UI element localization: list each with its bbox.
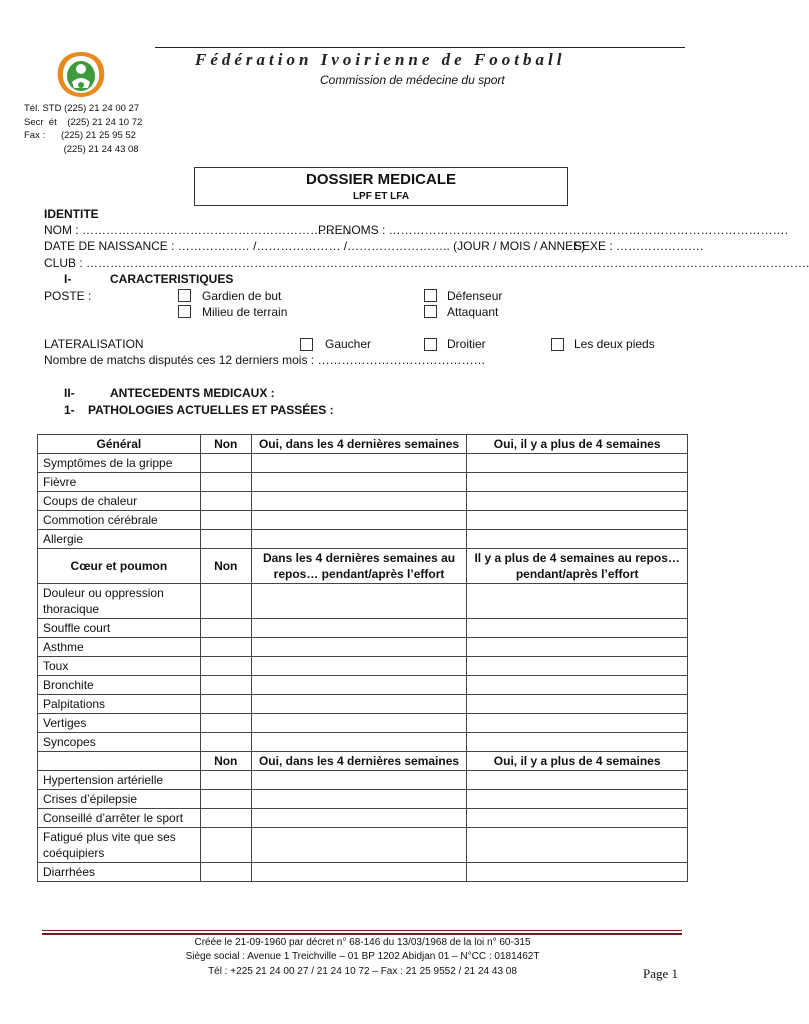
header-cell: Il y a plus de 4 semaines au repos… pendant/après l’effort	[467, 549, 688, 584]
contact-line: Tél. STD (225) 21 24 00 27	[24, 103, 140, 114]
footer-rule	[42, 930, 682, 931]
document-title: DOSSIER MEDICALE	[305, 171, 456, 188]
table-row	[38, 733, 688, 752]
answer-cell[interactable]	[200, 657, 251, 676]
section-number: I-	[64, 272, 72, 286]
header-cell	[38, 752, 201, 771]
contact-line: Fax : (225) 21 25 95 52	[24, 130, 136, 141]
answer-cell[interactable]	[467, 714, 688, 733]
table-row	[38, 511, 688, 530]
answer-cell[interactable]	[467, 676, 688, 695]
answer-cell[interactable]	[467, 863, 688, 882]
table-row	[38, 492, 688, 511]
answer-cell[interactable]	[467, 638, 688, 657]
option-label: Milieu de terrain	[202, 305, 288, 319]
answer-cell[interactable]	[251, 657, 467, 676]
option-label: Gardien de but	[202, 289, 282, 303]
answer-cell[interactable]	[200, 828, 251, 863]
option-label: Gaucher	[325, 337, 372, 351]
row-label: Bronchite	[38, 676, 201, 695]
answer-cell[interactable]	[200, 473, 251, 492]
table-row	[38, 695, 688, 714]
checkbox-milieu[interactable]	[178, 305, 191, 318]
table-row	[38, 771, 688, 790]
document-subtitle: LPF ET LFA	[352, 191, 410, 202]
table-row	[38, 676, 688, 695]
answer-cell[interactable]	[200, 638, 251, 657]
checkbox-droitier[interactable]	[424, 338, 437, 351]
header-cell: Cœur et poumon	[38, 549, 201, 584]
row-label: Syncopes	[38, 733, 201, 752]
answer-cell[interactable]	[200, 809, 251, 828]
header-cell: Oui, dans les 4 dernières semaines	[251, 752, 467, 771]
subsection-number: 1-	[64, 403, 75, 417]
answer-cell[interactable]	[467, 809, 688, 828]
option-label: Les deux pieds	[574, 337, 655, 351]
nom-field[interactable]: NOM : ………………………………………………………….	[44, 223, 350, 237]
answer-cell[interactable]	[200, 454, 251, 473]
page-number: Page 1	[643, 966, 679, 981]
row-label: Crises d’épilepsie	[38, 790, 201, 809]
pathologies-heading: PATHOLOGIES ACTUELLES ET PASSÉES :	[88, 403, 334, 417]
fif-logo	[52, 48, 110, 100]
answer-cell[interactable]	[467, 454, 688, 473]
checkbox-attaquant[interactable]	[424, 305, 437, 318]
answer-cell[interactable]	[200, 492, 251, 511]
answer-cell[interactable]	[251, 511, 467, 530]
answer-cell[interactable]	[200, 676, 251, 695]
footer-rule	[42, 933, 682, 935]
answer-cell[interactable]	[251, 714, 467, 733]
answer-cell[interactable]	[251, 454, 467, 473]
header-cell: Oui, il y a plus de 4 semaines	[467, 435, 688, 454]
header-cell: Non	[200, 752, 251, 771]
answer-cell[interactable]	[251, 619, 467, 638]
header-cell: Non	[200, 549, 251, 584]
row-label: Fatigué plus vite que ses coéquipiers	[38, 828, 201, 863]
table-row	[38, 638, 688, 657]
answer-cell[interactable]	[251, 809, 467, 828]
row-label: Commotion cérébrale	[38, 511, 201, 530]
answer-cell[interactable]	[467, 530, 688, 549]
contact-line: (225) 21 24 43 08	[24, 143, 139, 155]
header-cell: Non	[200, 435, 251, 454]
answer-cell[interactable]	[251, 695, 467, 714]
answer-cell[interactable]	[251, 584, 467, 619]
row-label: Douleur ou oppression thoracique	[38, 584, 201, 619]
header-cell: Général	[38, 435, 201, 454]
header-rule	[155, 47, 685, 48]
row-label: Allergie	[38, 530, 201, 549]
answer-cell[interactable]	[200, 584, 251, 619]
option-label: Droitier	[447, 337, 486, 351]
answer-cell[interactable]	[251, 863, 467, 882]
row-label: Toux	[38, 657, 201, 676]
answer-cell[interactable]	[467, 584, 688, 619]
table-row	[38, 657, 688, 676]
answer-cell[interactable]	[467, 657, 688, 676]
answer-cell[interactable]	[200, 530, 251, 549]
answer-cell[interactable]	[251, 676, 467, 695]
answer-cell[interactable]	[251, 771, 467, 790]
footer-line: Siège social : Avenue 1 Treichville – 01 BP 1202 Abidjan 01 – N°CC : 0181462T	[185, 951, 540, 962]
date-naissance-field[interactable]: DATE DE NAISSANCE : ……………… /………………… /…………………….. (JOUR / MOIS / ANNEE)	[44, 239, 586, 253]
table-row	[38, 619, 688, 638]
section-number: II-	[64, 386, 75, 400]
answer-cell[interactable]	[251, 733, 467, 752]
table-row	[38, 714, 688, 733]
answer-cell[interactable]	[251, 473, 467, 492]
row-label: Vertiges	[38, 714, 201, 733]
caracteristiques-heading: CARACTERISTIQUES	[110, 272, 234, 286]
commission-subtitle: Commission de médecine du sport	[320, 73, 505, 87]
row-label: Coups de chaleur	[38, 492, 201, 511]
header-cell: Dans les 4 dernières semaines au repos… pendant/après l’effort	[251, 549, 467, 584]
document-title-box	[194, 167, 568, 206]
answer-cell[interactable]	[251, 492, 467, 511]
checkbox-gaucher[interactable]	[300, 338, 313, 351]
row-label: Diarrhées	[38, 863, 201, 882]
answer-cell[interactable]	[467, 771, 688, 790]
table-header-row	[38, 435, 688, 454]
pathologies-table	[37, 434, 688, 882]
answer-cell[interactable]	[467, 619, 688, 638]
row-label: Asthme	[38, 638, 201, 657]
answer-cell[interactable]	[467, 790, 688, 809]
sexe-field[interactable]: SEXE : ………………….	[574, 239, 704, 253]
answer-cell[interactable]	[251, 638, 467, 657]
row-label: Souffle court	[38, 619, 201, 638]
answer-cell[interactable]	[200, 619, 251, 638]
antecedents-heading: ANTECEDENTS MEDICAUX :	[110, 386, 275, 400]
contact-block	[24, 102, 142, 156]
table-row	[38, 584, 688, 619]
answer-cell[interactable]	[200, 790, 251, 809]
table-header-row	[38, 752, 688, 771]
identite-heading: IDENTITE	[44, 207, 99, 221]
answer-cell[interactable]	[467, 511, 688, 530]
table-row	[38, 473, 688, 492]
answer-cell[interactable]	[200, 733, 251, 752]
table-header-row	[38, 549, 688, 584]
table-row	[38, 530, 688, 549]
row-label: Palpitations	[38, 695, 201, 714]
answer-cell[interactable]	[467, 473, 688, 492]
table-row	[38, 863, 688, 882]
answer-cell[interactable]	[200, 511, 251, 530]
prenoms-field[interactable]: PRENOMS : ……………………………………………………………………………………….	[318, 223, 789, 237]
lateralisation-label: LATERALISATION	[44, 337, 144, 351]
option-label: Attaquant	[447, 305, 499, 319]
header-cell: Oui, dans les 4 dernières semaines	[251, 435, 467, 454]
checkbox-defenseur[interactable]	[424, 289, 437, 302]
footer-line: Tél : +225 21 24 00 27 / 21 24 10 72 – Fax : 21 25 9552 / 21 24 43 08	[208, 966, 517, 977]
table-row	[38, 790, 688, 809]
option-label: Défenseur	[447, 289, 503, 303]
matchs-field[interactable]: Nombre de matchs disputés ces 12 derniers mois : ……………………………………	[44, 353, 486, 367]
answer-cell[interactable]	[467, 492, 688, 511]
table-row	[38, 828, 688, 863]
contact-line: Secr ét (225) 21 24 10 72	[24, 116, 143, 128]
checkbox-deux-pieds[interactable]	[551, 338, 564, 351]
footer-line: Créée le 21-09-1960 par décret n° 68-146 du 13/03/1968 de la loi n° 60-315	[194, 937, 531, 948]
checkbox-gardien[interactable]	[178, 289, 191, 302]
row-label: Fièvre	[38, 473, 201, 492]
row-label: Conseillé d’arrêter le sport	[38, 809, 201, 828]
header-cell: Oui, il y a plus de 4 semaines	[467, 752, 688, 771]
federation-title: Fédération Ivoirienne de Football	[195, 50, 566, 69]
poste-label: POSTE :	[44, 289, 92, 303]
answer-cell[interactable]	[200, 714, 251, 733]
answer-cell[interactable]	[251, 790, 467, 809]
answer-cell[interactable]	[200, 695, 251, 714]
answer-cell[interactable]	[467, 828, 688, 863]
answer-cell[interactable]	[200, 863, 251, 882]
club-field[interactable]: CLUB : ……………………………………………………………………………………………………………………………………………………………….	[44, 256, 809, 270]
answer-cell[interactable]	[467, 733, 688, 752]
table-row	[38, 809, 688, 828]
table-row	[38, 454, 688, 473]
row-label: Hypertension artérielle	[38, 771, 201, 790]
answer-cell[interactable]	[200, 771, 251, 790]
answer-cell[interactable]	[251, 530, 467, 549]
answer-cell[interactable]	[251, 828, 467, 863]
answer-cell[interactable]	[467, 695, 688, 714]
row-label: Symptômes de la grippe	[38, 454, 201, 473]
